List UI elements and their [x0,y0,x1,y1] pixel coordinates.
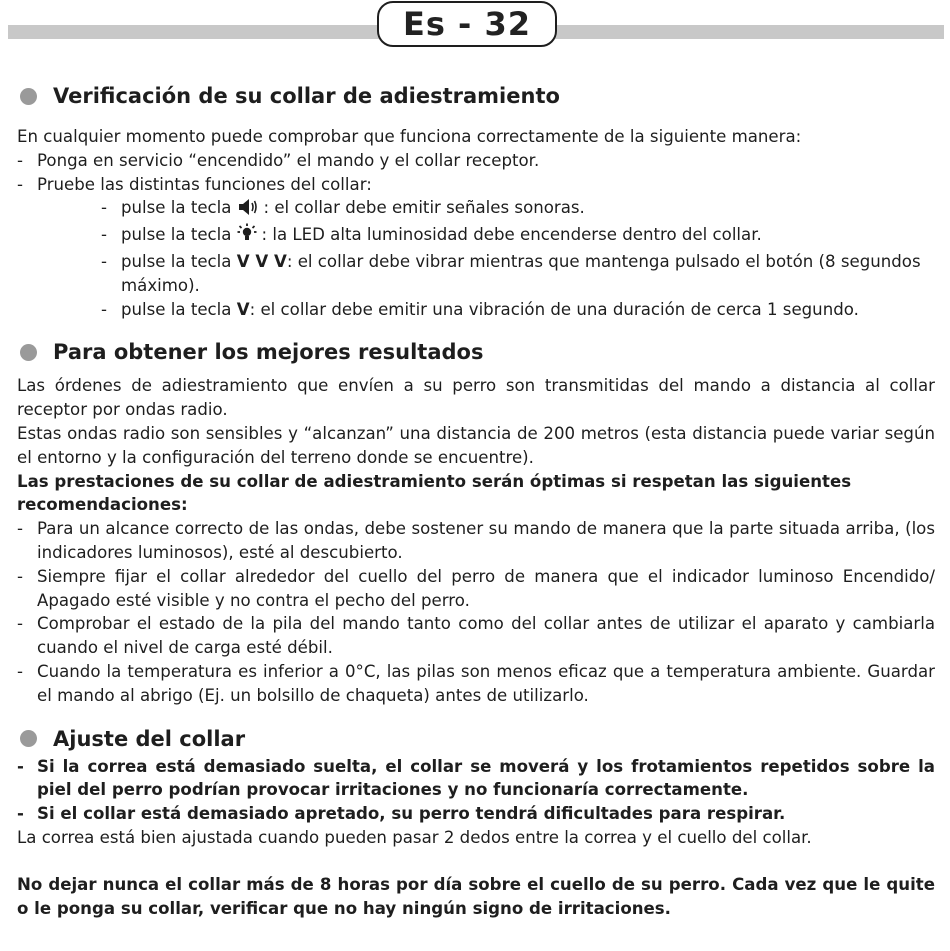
paragraph: Las órdenes de adiestramiento que envíen a su perro son transmitidas del mando a distancia al collar receptor por ondas radio. [17,376,935,420]
section-bullet [20,730,37,747]
intro-text: En cualquier momento puede comprobar que funciona correctamente de la siguiente manera: [17,127,802,146]
verification-list [17,149,935,197]
section-bullet [20,344,37,361]
section-title: Para obtener los mejores resultados [53,340,484,365]
key-vvv: V V V [236,251,287,271]
adjustment-warning-list [17,755,935,826]
key-v: V [236,299,250,319]
header-bar-right [554,25,944,39]
adjustment-note: La correa está bien ajustada cuando pueden pasar 2 dedos entre la correa y el cuello del collar. [17,827,812,847]
speaker-icon [237,198,259,223]
list-item: - Si la correa está demasiado suelta, el collar se moverá y los frotamientos repetidos sobre la piel del perro podrían provocar irritaciones y no funcionaría correctamente. [17,756,935,800]
section-title: Ajuste del collar [53,726,246,751]
function-test-list [17,196,935,321]
list-item: - Si el collar está demasiado apretado, su perro tendrá dificultades para respirar. [17,804,786,824]
bold-intro: Las prestaciones de su collar de adiestramiento serán óptimas si respetan las siguientes recomendaciones: [17,471,852,515]
paragraph: Estas ondas radio son sensibles y “alcanzan” una distancia de 200 metros (esta distancia puede variar según el entorno y la configuración del terreno donde se encuentre). [17,423,935,467]
page-content [17,80,935,920]
section-heading-best-results [17,336,935,368]
list-item: - Siempre fijar el collar alrededor del cuello del perro de manera que el indicador luminoso Encendido/ Apagado esté visible y no contra el pecho del perro. [17,566,935,610]
section-heading-verification [17,80,935,112]
list-item: - Ponga en servicio “encendido” el mando y el collar receptor. [17,150,540,170]
page-number-badge [377,1,557,47]
page-number: Es - 32 [403,5,531,43]
list-item: - Pruebe las distintas funciones del collar: [17,174,372,194]
section-title: Verificación de su collar de adiestramiento [53,84,560,108]
list-item: - Para un alcance correcto de las ondas, debe sostener su mando de manera que la parte situada arriba, (los indicadores luminosos), esté al descubierto. [17,519,935,562]
section-bullet [20,88,37,105]
section-heading-adjustment [17,723,935,755]
list-item: - Comprobar el estado de la pila del mando tanto como del collar antes de utilizar el aparato y cambiarla cuando el nivel de carga esté débil. [17,614,935,658]
light-icon [237,223,257,250]
final-warning: No dejar nunca el collar más de 8 horas por día sobre el cuello de su perro. Cada vez que le quite o le ponga su collar, verificar que no hay ningún signo de irritaciones. [17,874,935,918]
list-item-vibrate-long: - pulse la tecla V V V: el collar debe vibrar mientras que mantenga pulsado el botón (8 segundos máximo). [101,251,921,295]
list-item-sound: - pulse la tecla : el collar debe emitir señales sonoras. [101,196,935,223]
recommendations-list [17,517,935,707]
list-item: - Cuando la temperatura es inferior a 0°C, las pilas son menos eficaz que a temperatura ambiente. Guardar el mando al abrigo (Ej. un bolsillo de chaqueta) antes de utilizarlo. [17,661,935,705]
list-item-vibrate-short: - pulse la tecla V: el collar debe emitir una vibración de una duración de cerca 1 segundo. [101,299,859,319]
header-bar-left [8,25,382,39]
list-item-light: - pulse la tecla : la LED alta luminosidad debe encenderse dentro del collar. [101,223,935,250]
